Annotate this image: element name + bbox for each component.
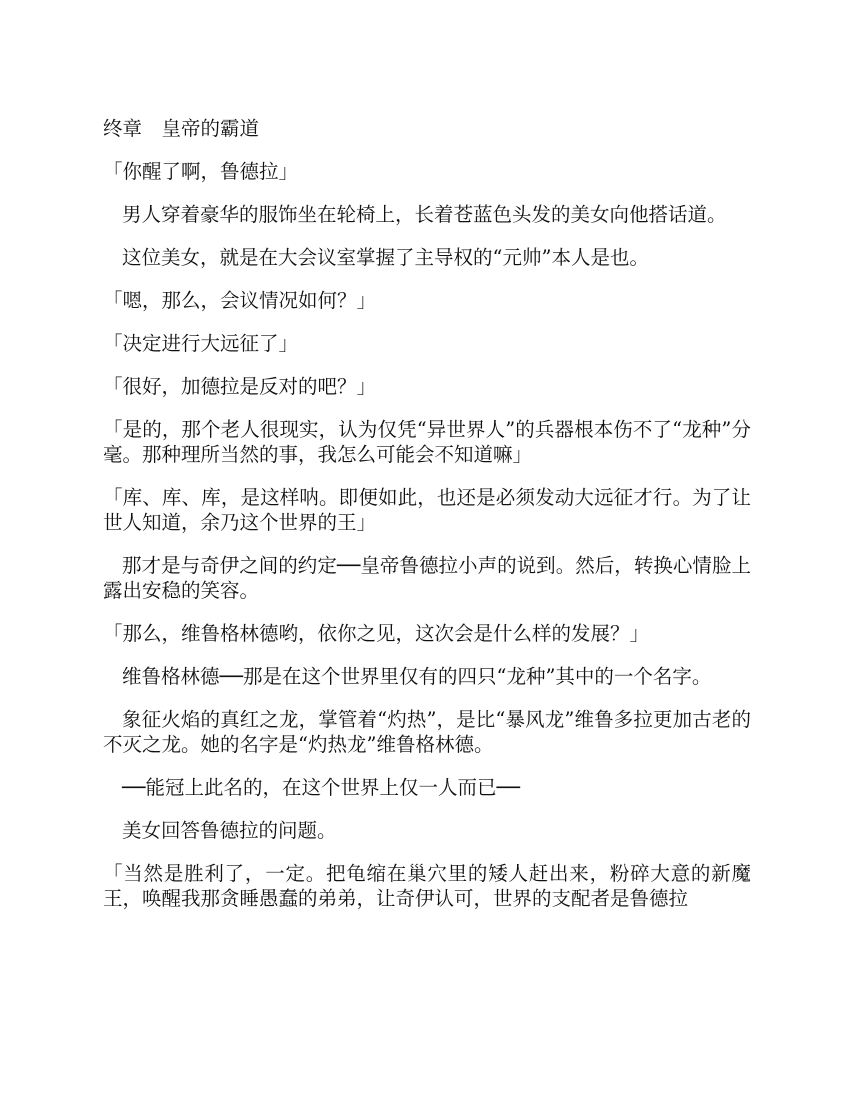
paragraph: 「嗯，那么，会议情况如何？」 [103,289,377,312]
paragraph: 美女回答鲁德拉的问题。 [122,819,337,842]
paragraph: 「你醒了啊，鲁德拉」 [103,160,299,183]
paragraph: 男人穿着豪华的服饰坐在轮椅上，长着苍蓝色头发的美女向他搭话道。 [122,203,727,226]
paragraph: 这位美女，就是在大会议室掌握了主导权的“元帅”本人是也。 [122,246,649,269]
paragraph: 象征火焰的真红之龙，掌管着“灼热”，是比“暴风龙”维鲁多拉更加古老的不灭之龙。她的名字是“灼热龙”维鲁格林德。 [103,708,751,756]
paragraph: 「当然是胜利了，一定。把龟缩在巢穴里的矮人赶出来，粉碎大意的新魔王，唤醒我那贪睡愚蠢的弟弟，让奇伊认可，世界的支配者是鲁德拉 [103,862,751,910]
paragraph: 「是的，那个老人很现实，认为仅凭“异世界人”的兵器根本伤不了“龙种”分毫。那种理所当然的事，我怎么可能会不知道嘛」 [103,418,751,466]
paragraph: 「那么，维鲁格林德哟，依你之见，这次会是什么样的发展？」 [103,622,650,645]
paragraph: 「库、库、库，是这样呐。即便如此，也还是必须发动大远征才行。为了让世人知道，余乃这个世界的王」 [103,486,751,534]
paragraph: ──能冠上此名的，在这个世界上仅一人而已── [122,776,520,799]
paragraph: 「很好，加德拉是反对的吧？」 [103,375,377,398]
document-body [103,116,751,911]
paragraph: 那才是与奇伊之间的约定──皇帝鲁德拉小声的说到。然后，转换心情脸上露出安稳的笑容。 [103,554,751,602]
paragraph: 「决定进行大远征了」 [103,332,299,355]
chapter-title: 终章 皇帝的霸道 [103,117,260,140]
paragraph: 维鲁格林德──那是在这个世界里仅有的四只“龙种”其中的一个名字。 [122,665,712,688]
